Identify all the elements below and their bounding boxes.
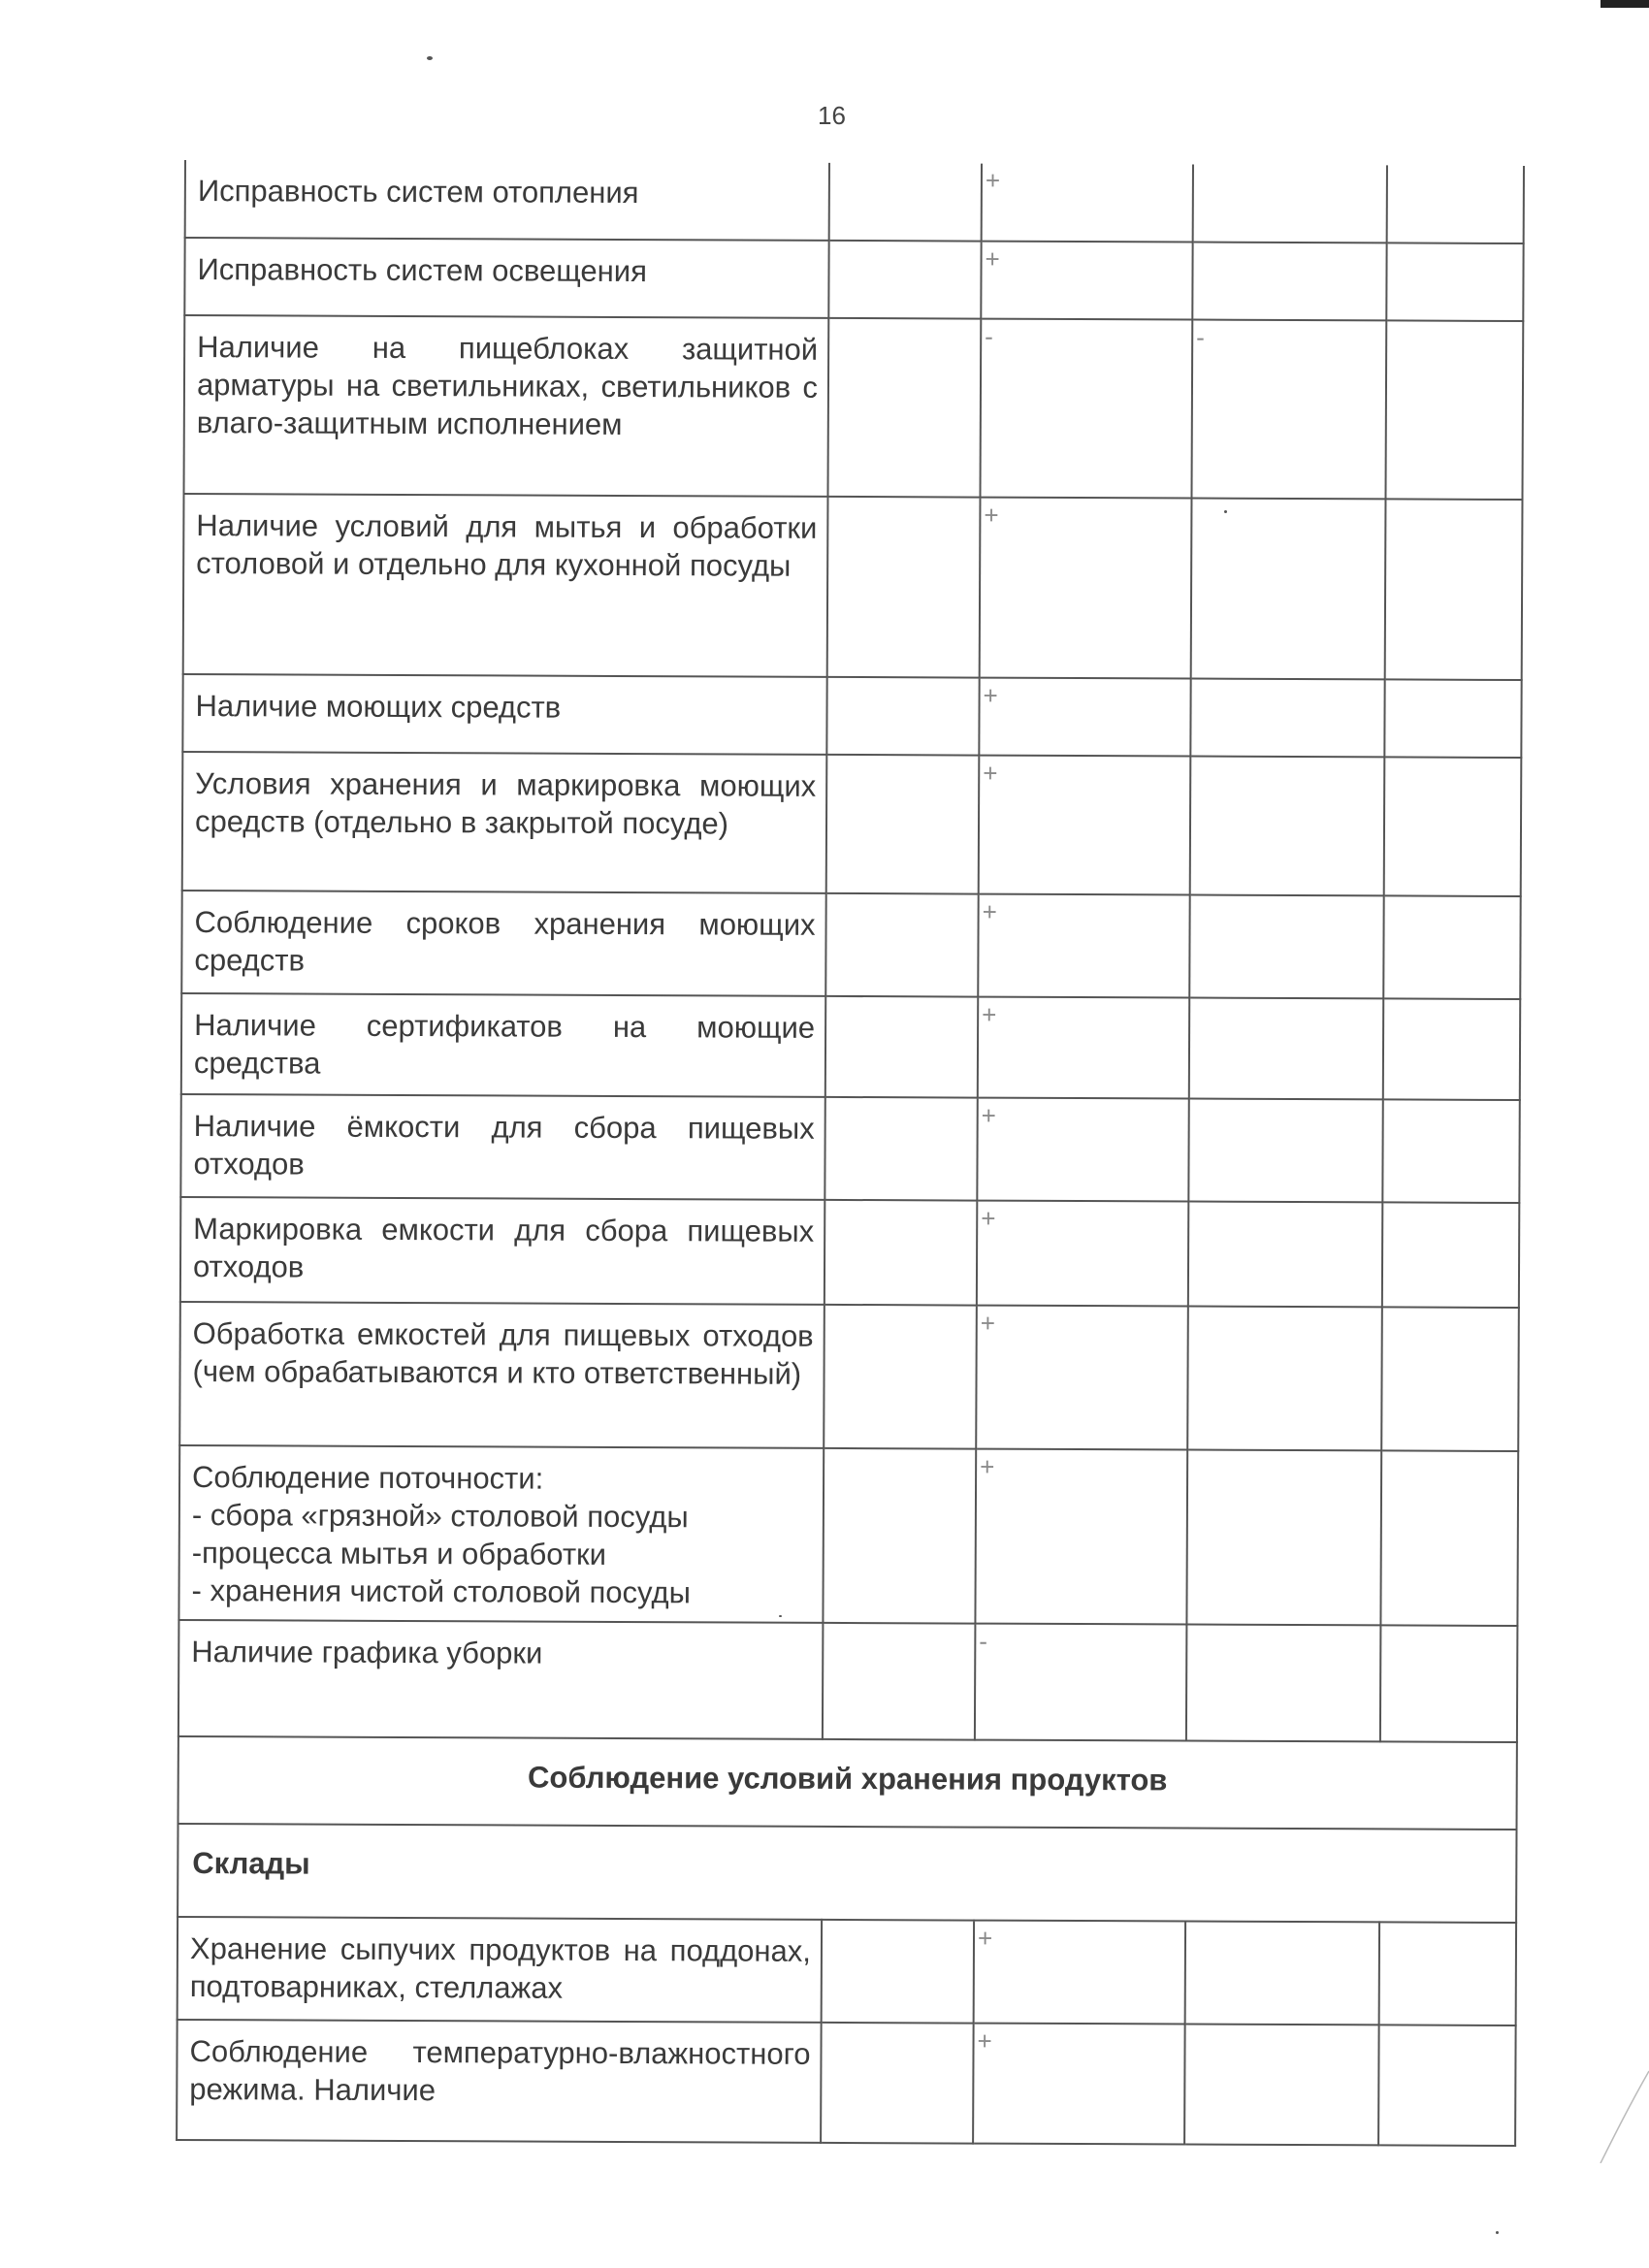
mark-cell: + [979, 756, 1191, 895]
mark-cell [1381, 1307, 1519, 1451]
criterion-cell [180, 1094, 824, 1200]
criterion-text: - хранения чистой столовой посуды [191, 1573, 691, 1610]
mark-cell [1384, 679, 1521, 758]
mark-cell [827, 318, 981, 498]
page-number: 16 [818, 101, 846, 130]
criterion-text: Соблюдение поточности: [192, 1460, 544, 1496]
mark-cell [1191, 499, 1386, 680]
mark-cell [1188, 1099, 1382, 1203]
mark-cell [829, 163, 982, 242]
criterion-cell [183, 494, 828, 677]
mark-cell [1186, 1450, 1381, 1626]
mark-cell: - [980, 319, 1192, 499]
mark-cell [1190, 757, 1385, 896]
criterion-text: - сбора «грязной» столовой посуды [191, 1498, 689, 1535]
subsection-row [178, 1824, 1516, 1923]
criterion-cell [179, 1302, 824, 1448]
mark-cell [1384, 757, 1522, 896]
table-row [178, 1445, 1518, 1626]
criterion-cell [185, 160, 829, 241]
mark-cell [1189, 998, 1383, 1100]
mark-cell [1193, 165, 1387, 243]
table-row [183, 494, 1523, 680]
criterion-cell [181, 891, 825, 996]
criterion-cell [178, 1917, 822, 2023]
criterion-cell [178, 1445, 824, 1623]
mark-cell [826, 755, 980, 894]
mark-cell [1192, 243, 1386, 321]
section-heading: Соблюдение условий хранения продуктов [178, 1736, 1517, 1830]
mark-cell [1383, 998, 1520, 1100]
mark-cell [824, 1097, 977, 1201]
scan-edge-curve [1591, 2066, 1649, 2163]
mark-cell [1186, 1625, 1381, 1742]
table-row [178, 1620, 1518, 1742]
criterion-text: Маркировка емкости для сбора пищевых отходов [192, 1212, 815, 1284]
table-row [182, 674, 1521, 758]
mark-cell: + [978, 894, 1189, 998]
mark-cell: - [975, 1624, 1187, 1741]
table-row [180, 1094, 1519, 1203]
mark-cell: + [974, 1921, 1185, 2025]
mark-cell: + [979, 678, 1190, 757]
mark-cell [1185, 1922, 1379, 2025]
criterion-text: Обработка емкостей для пищевых отходов (чем обрабатываются и кто ответственный) [192, 1316, 814, 1391]
subsection-heading: Склады [178, 1824, 1516, 1923]
mark-cell: - [1191, 320, 1386, 500]
criterion-cell [182, 674, 826, 755]
table-row [182, 752, 1522, 896]
mark-cell [823, 1448, 976, 1624]
mark-cell: + [978, 997, 1189, 1099]
mark-cell [1387, 165, 1524, 243]
mark-cell [1383, 895, 1520, 999]
checklist-sheet [176, 160, 1523, 2147]
checklist-body [177, 160, 1524, 2146]
criterion-text: -процесса мытья и обработки [191, 1536, 607, 1571]
criterion-cell [183, 315, 828, 497]
table-row [179, 1302, 1519, 1451]
mark-cell [823, 1623, 976, 1740]
mark-cell [1386, 243, 1523, 321]
mark-cell: + [981, 242, 1192, 320]
mark-cell: + [976, 1306, 1188, 1450]
mark-cell [824, 1200, 977, 1306]
mark-cell: + [975, 1449, 1187, 1625]
mark-cell [824, 1305, 977, 1449]
mark-cell [825, 996, 978, 1098]
criterion-text: Соблюдение температурно-влажностного режима. Наличие [189, 2034, 811, 2108]
mark-cell [827, 497, 981, 678]
scan-speck [427, 56, 433, 60]
criterion-text: Наличие условий для мытья и обработки столовой и отдельно для кухонной посуды [196, 508, 818, 583]
criterion-cell [178, 1620, 824, 1739]
mark-cell [1190, 679, 1384, 758]
mark-cell: + [980, 498, 1192, 679]
table-row [183, 315, 1523, 500]
mark-cell [825, 893, 978, 997]
criterion-text: Наличие на пищеблоках защитной арматуры на светильниках, светильников с влаго-защитным исполнением [196, 330, 819, 441]
criterion-cell [184, 238, 828, 318]
mark-cell [1385, 499, 1523, 680]
mark-cell [1378, 2025, 1516, 2146]
criterion-text: Соблюдение сроков хранения моющих средств [194, 905, 816, 978]
criterion-text: Наличие графика уборки [191, 1635, 543, 1670]
mark-cell [1380, 1450, 1518, 1626]
mark-cell [1379, 1922, 1516, 2025]
criterion-cell [182, 752, 827, 893]
table-row [185, 160, 1524, 243]
scan-speck [1496, 2231, 1499, 2234]
criterion-text: Исправность систем освещения [197, 252, 647, 289]
mark-cell [1187, 1307, 1382, 1451]
criterion-text: Наличие сертификатов на моющие средства [193, 1008, 816, 1081]
criterion-text: Хранение сыпучих продуктов на поддонах, подтоварниках, стеллажах [189, 1931, 812, 2005]
table-row [180, 1197, 1519, 1308]
mark-cell: + [973, 2024, 1185, 2145]
mark-cell [1382, 1202, 1519, 1308]
criterion-text: Наличие ёмкости для сбора пищевых отходов [193, 1109, 815, 1182]
mark-cell [821, 2023, 974, 2144]
criterion-text: Наличие моющих средств [195, 689, 562, 725]
table-row [184, 238, 1523, 321]
mark-cell [828, 241, 981, 319]
scan-corner-mark [1600, 0, 1649, 8]
section-row [178, 1736, 1517, 1830]
criterion-text: Исправность систем отопления [197, 174, 639, 211]
mark-cell [1188, 1202, 1382, 1308]
mark-cell [1385, 320, 1523, 500]
checklist-table [176, 160, 1525, 2147]
mark-cell [826, 677, 979, 756]
mark-cell [1184, 2025, 1379, 2146]
criterion-cell [181, 993, 825, 1097]
table-row [178, 1917, 1516, 2025]
criterion-cell [177, 2020, 822, 2143]
mark-cell: + [982, 164, 1193, 243]
criterion-text: Условия хранения и маркировка моющих средств (отдельно в закрытой посуде) [194, 766, 817, 841]
mark-cell: + [977, 1098, 1188, 1202]
table-row [177, 2020, 1516, 2146]
mark-cell [822, 1920, 974, 2024]
mark-cell [1382, 1099, 1519, 1203]
mark-cell [1189, 895, 1383, 999]
criterion-cell [180, 1197, 824, 1305]
mark-cell: + [977, 1201, 1188, 1307]
table-row [181, 891, 1520, 999]
mark-cell [1380, 1625, 1518, 1742]
table-row [181, 993, 1520, 1100]
